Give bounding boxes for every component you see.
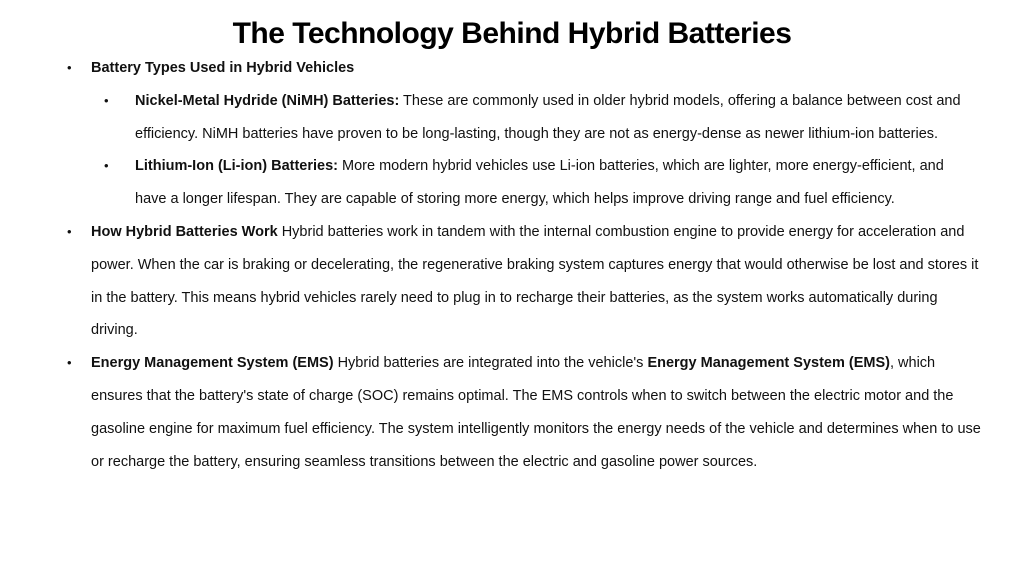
bullet-dot-icon: • [104,158,109,174]
bullet-dot-icon: • [67,223,72,239]
how-work-label: How Hybrid Batteries Work [91,223,278,240]
nimh-text: These are commonly used in older hybrid models, offering a balance between cost and efficiency. NiMH batteries have proven to be long-lasting, though they are not as energy-dense as newer lithium-ion batteries. [135,92,961,142]
nimh-label: Nickel-Metal Hydride (NiMH) Batteries: [135,92,400,109]
ems-label: Energy Management System (EMS) [91,355,334,372]
bullet-ems [0,347,1024,478]
bullet-battery-types [0,52,1024,85]
how-work-text: Hybrid batteries work in tandem with the internal combustion engine to provide energy for acceleration and power. When the car is braking or decelerating, the regenerative braking system captures energy that would otherwise be lost and stores it in the battery. This means hybrid vehicles rarely need to plug in to recharge their batteries, as the system works automatically during driving. [91,223,979,339]
bullet-dot-icon: • [67,60,72,75]
sub-bullet-liion [0,150,1024,216]
slide-title: The Technology Behind Hybrid Batteries [232,17,792,50]
liion-label: Lithium-Ion (Li-ion) Batteries: [135,158,338,175]
liion-text: More modern hybrid vehicles use Li-ion batteries, which are lighter, more energy-efficient, and have a longer lifespan. They are capable of storing more energy, which helps improve driving range and fuel efficiency. [135,158,944,208]
ems-text-2: , which ensures that the battery's state of charge (SOC) remains optimal. The EMS controls when to switch between the electric motor and the gasoline engine for maximum fuel efficiency. The system intelligently monitors the energy needs of the vehicle and determines when to use or recharge the battery, ensuring seamless transitions between the electric and gasoline power sources. [91,355,981,470]
bullet-how-work [0,216,1024,347]
slide-content [0,52,1024,478]
bullet-dot-icon: • [104,92,109,108]
sub-bullet-nimh [0,85,1024,151]
bullet-dot-icon: • [67,355,72,371]
ems-emphasis: Energy Management System (EMS) [647,355,890,372]
ems-text-1: Hybrid batteries are integrated into the vehicle's [333,355,648,372]
battery-types-heading: Battery Types Used in Hybrid Vehicles [91,60,355,76]
